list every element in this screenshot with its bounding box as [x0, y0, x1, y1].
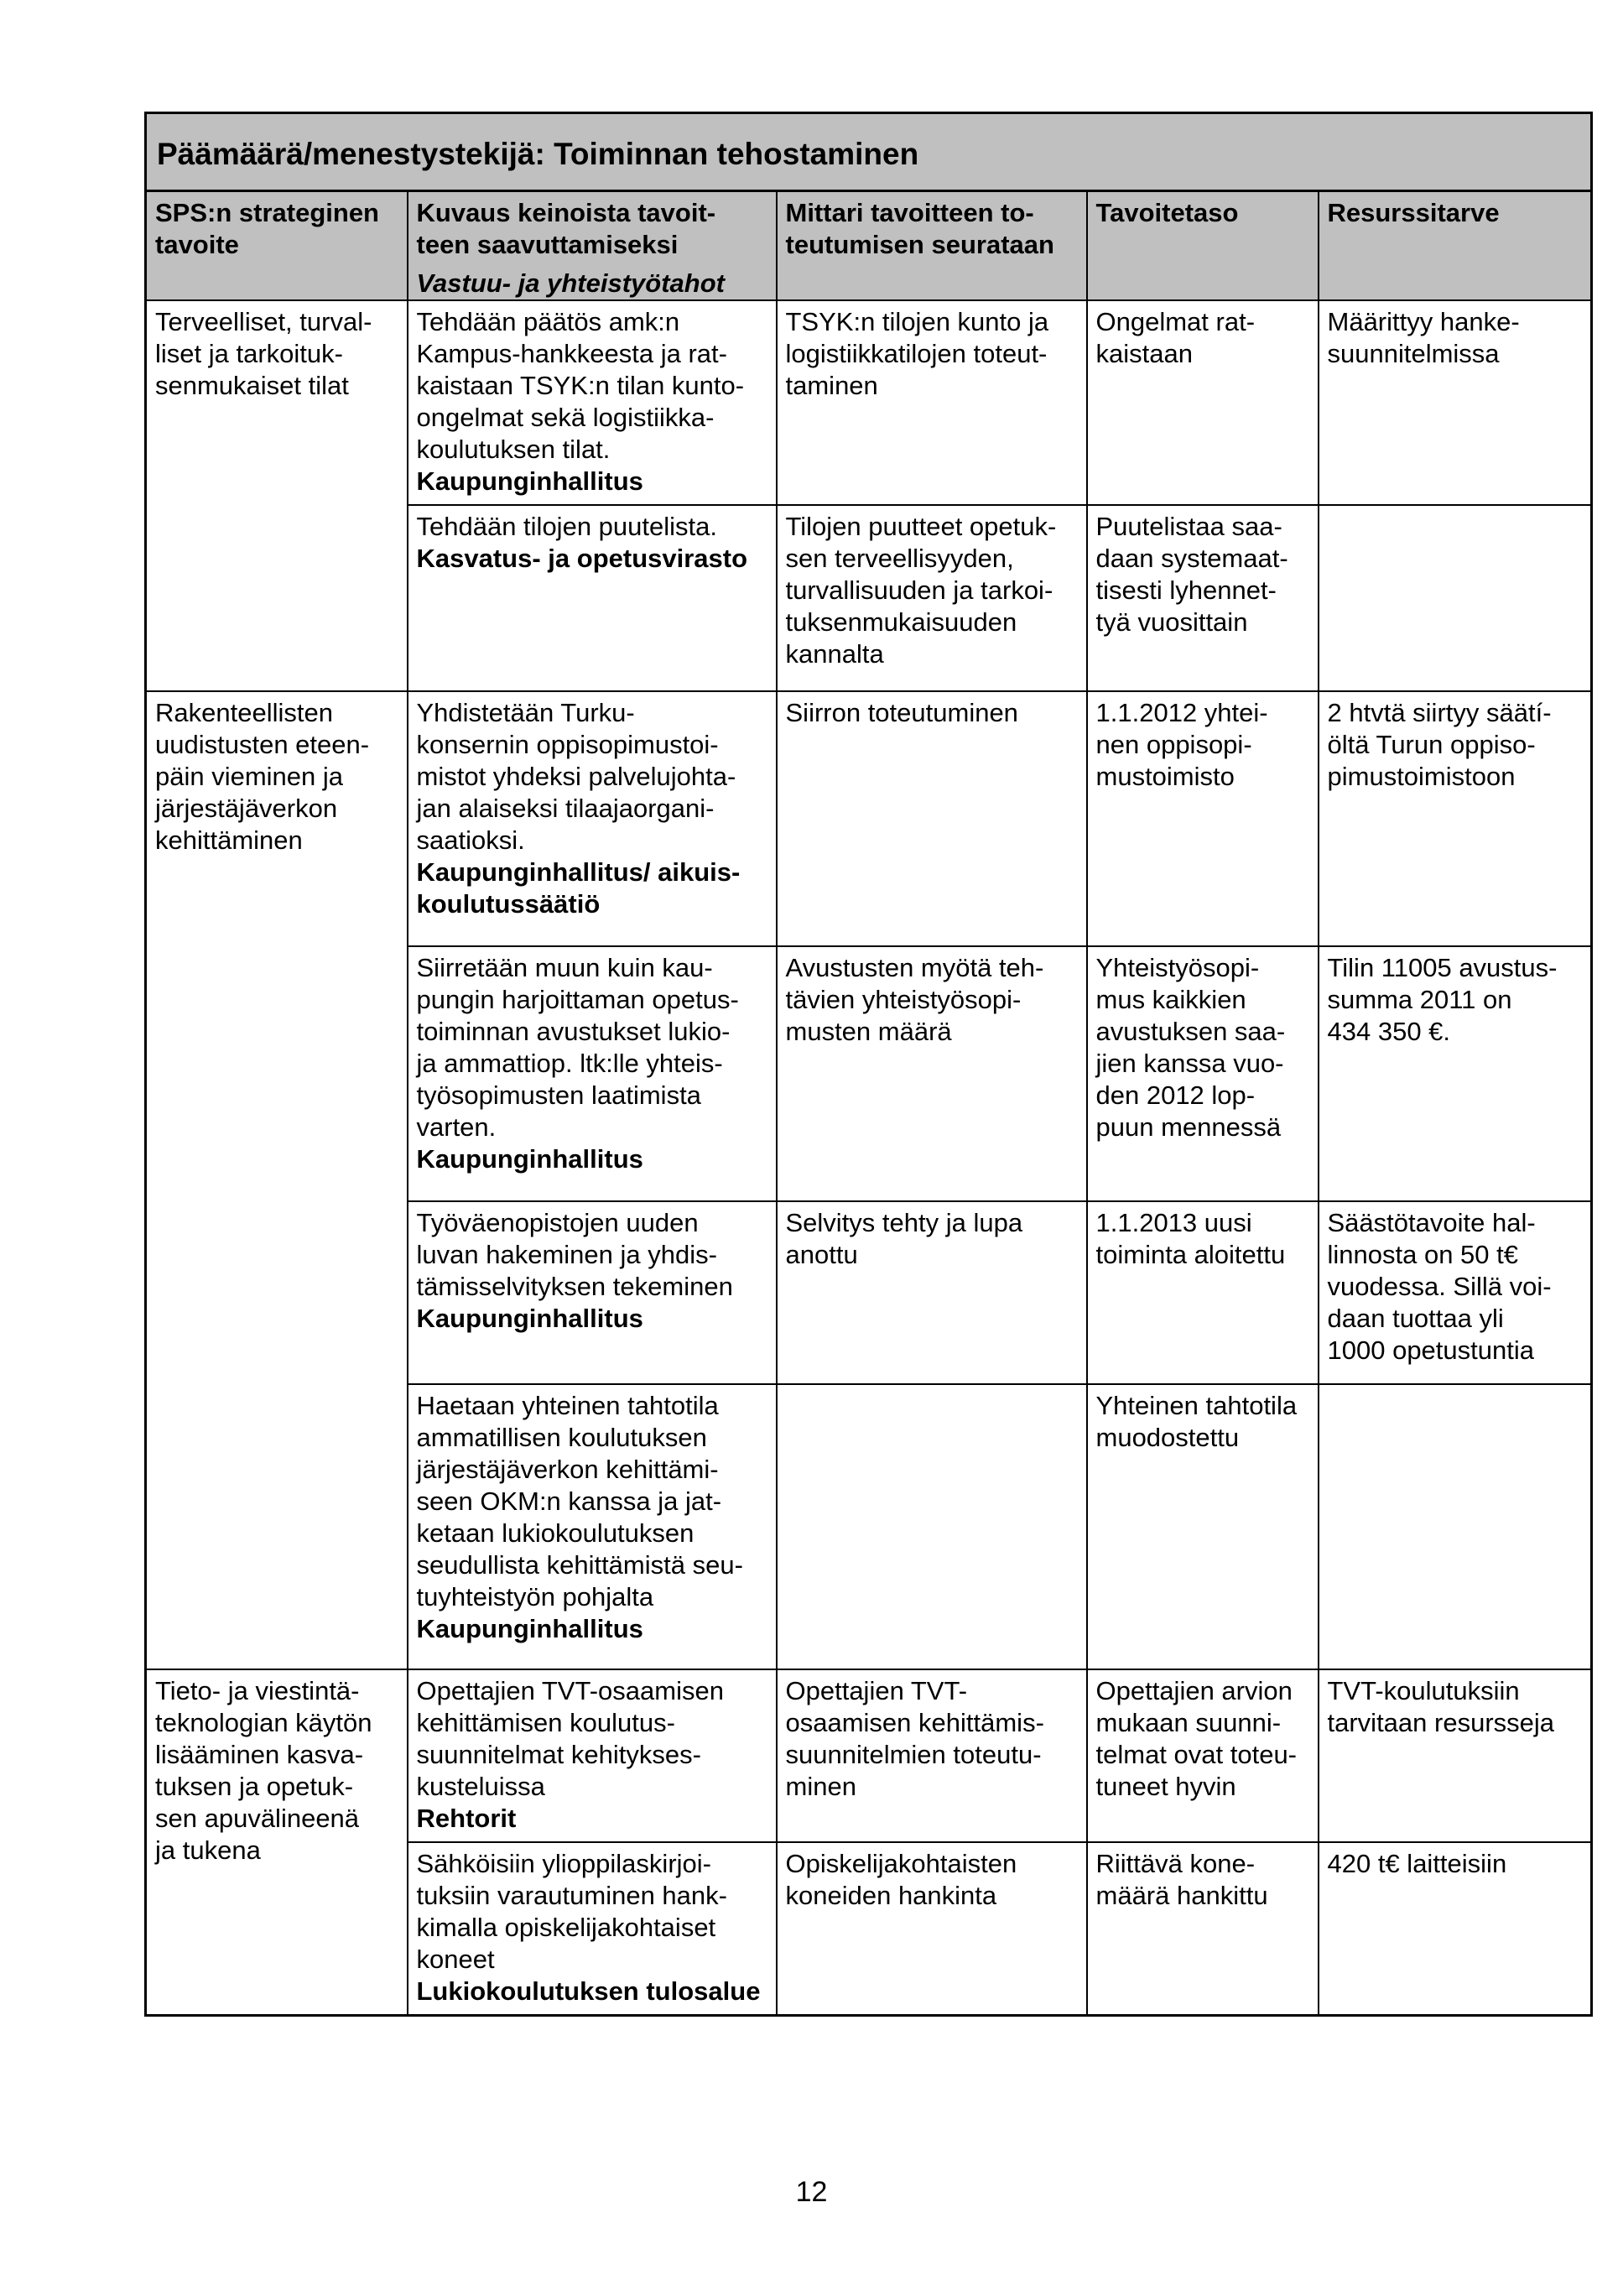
target-cell-line: mus kaikkien — [1095, 985, 1246, 1014]
target-cell-line: Ongelmat rat- — [1095, 307, 1256, 336]
responsible-party: Kaupunginhallitus — [416, 1304, 643, 1333]
metric-cell — [777, 946, 1087, 1201]
resource-cell-line: tarvitaan resursseja — [1327, 1708, 1555, 1737]
responsible-party: Kaupunginhallitus — [416, 1614, 643, 1643]
description-cell — [408, 1669, 777, 1842]
resource-cell — [1319, 300, 1592, 505]
target-cell-line: Puutelistaa saa- — [1095, 512, 1282, 541]
resource-cell-line: 420 t€ laitteisiin — [1327, 1849, 1507, 1878]
description-cell-line: Tehdään päätös amk:n — [416, 307, 680, 336]
target-cell-line: telmat ovat toteu- — [1095, 1740, 1298, 1769]
table-row — [146, 300, 1592, 505]
metric-cell-line: TSYK:n tilojen kunto ja — [785, 307, 1049, 336]
metric-cell-line: Opiskelijakohtaisten — [785, 1849, 1017, 1878]
target-cell-line: Yhteinen tahtotila — [1095, 1391, 1298, 1420]
header-responsibility: Vastuu- ja yhteistyötahot — [416, 268, 725, 298]
target-cell-line: nen oppisopi- — [1095, 730, 1252, 759]
description-cell-line: Kampus-hankkeesta ja rat- — [416, 339, 727, 368]
target-cell — [1087, 1201, 1319, 1384]
strategic-goal-cell-line: senmukaiset tilat — [155, 371, 349, 400]
metric-cell — [777, 691, 1087, 946]
description-cell-line: Työväenopistojen uuden — [416, 1208, 699, 1237]
strategic-goal-cell-line: ja tukena — [155, 1835, 261, 1865]
metric-cell-line: osaamisen kehittämis- — [785, 1708, 1044, 1737]
description-cell-line: Tehdään tilojen puutelista. — [416, 512, 717, 541]
target-cell-line: 1.1.2013 uusi — [1095, 1208, 1252, 1237]
target-cell-line: tisesti lyhennet- — [1095, 575, 1277, 605]
resource-cell-line: Määrittyy hanke- — [1327, 307, 1520, 336]
description-cell-line: seudullista kehittämistä seu- — [416, 1550, 743, 1580]
strategic-goal-cell-line: kehittäminen — [155, 825, 303, 855]
responsible-party: Rehtorit — [416, 1804, 517, 1833]
description-cell-line: pungin harjoittaman opetus- — [416, 985, 739, 1014]
description-cell-line: saatioksi. — [416, 825, 525, 855]
target-cell — [1087, 691, 1319, 946]
metric-cell-line: musten määrä — [785, 1017, 952, 1046]
resource-cell-line: Tilin 11005 avustus- — [1327, 953, 1558, 982]
description-cell-line: kusteluissa — [416, 1772, 545, 1801]
target-cell-line: Yhteistyösopi- — [1095, 953, 1260, 982]
strategy-table — [144, 112, 1593, 2017]
target-cell-line: jien kanssa vuo- — [1095, 1049, 1284, 1078]
target-cell-line: muodostettu — [1095, 1423, 1240, 1452]
target-cell-line: mustoimisto — [1095, 762, 1235, 791]
header-target-level: Tavoitetaso — [1087, 191, 1319, 301]
description-cell-line: kehittämisen koulutus- — [416, 1708, 675, 1737]
description-cell-line: järjestäjäverkon kehittämi- — [416, 1455, 719, 1484]
strategic-goal-cell-line: liset ja tarkoituk- — [155, 339, 343, 368]
metric-cell-line: Selvitys tehty ja lupa — [785, 1208, 1023, 1237]
target-cell — [1087, 300, 1319, 505]
strategic-goal-cell — [146, 1669, 408, 2016]
strategic-goal-cell-line: päin vieminen ja — [155, 762, 344, 791]
header-strategic-goal: SPS:n strateginen tavoite — [146, 191, 408, 301]
responsible-party: Kaupunginhallitus/ aikuis- koulutussäätiö — [416, 857, 741, 919]
resource-cell-line: linnosta on 50 t€ — [1327, 1240, 1519, 1269]
metric-cell — [777, 1384, 1087, 1669]
resource-cell — [1319, 1842, 1592, 2016]
target-cell — [1087, 946, 1319, 1201]
resource-cell-line: pimustoimistoon — [1327, 762, 1516, 791]
resource-cell-line: öltä Turun oppiso- — [1327, 730, 1536, 759]
strategic-goal-cell-line: Terveelliset, turval- — [155, 307, 372, 336]
target-cell — [1087, 1842, 1319, 2016]
description-cell-line: ongelmat sekä logistiikka- — [416, 403, 715, 432]
table-row — [146, 691, 1592, 946]
strategic-goal-cell — [146, 300, 408, 691]
resource-cell-line: 2 htvtä siirtyy säätí- — [1327, 698, 1552, 727]
target-cell-line: avustuksen saa- — [1095, 1017, 1286, 1046]
description-cell-line: toiminnan avustukset lukio- — [416, 1017, 731, 1046]
description-cell-line: konsernin oppisopimustoi- — [416, 730, 719, 759]
description-cell — [408, 691, 777, 946]
target-cell-line: den 2012 lop- — [1095, 1080, 1256, 1110]
metric-cell-line: sen terveellisyyden, — [785, 544, 1014, 573]
metric-cell-line: kannalta — [785, 639, 884, 669]
header-metric: Mittari tavoitteen to- teutumisen seurataan — [777, 191, 1087, 301]
resource-cell-line: summa 2011 on — [1327, 985, 1512, 1014]
header-resources: Resurssitarve — [1319, 191, 1592, 301]
description-cell-line: luvan hakeminen ja yhdis- — [416, 1240, 717, 1269]
strategic-goal-cell-line: uudistusten eteen- — [155, 730, 370, 759]
metric-cell-line: koneiden hankinta — [785, 1881, 997, 1910]
target-cell — [1087, 505, 1319, 691]
description-cell-line: koneet — [416, 1945, 495, 1974]
metric-cell-line: Tilojen puutteet opetuk- — [785, 512, 1057, 541]
resource-cell — [1319, 505, 1592, 691]
description-cell — [408, 300, 777, 505]
metric-cell-line: Opettajien TVT- — [785, 1676, 968, 1705]
target-cell-line: kaistaan — [1095, 339, 1193, 368]
strategic-goal-cell-line: teknologian käytön — [155, 1708, 372, 1737]
target-cell-line: puun mennessä — [1095, 1112, 1282, 1142]
table-title: Päämäärä/menestystekijä: Toiminnan tehostaminen — [146, 113, 1592, 191]
resource-cell-line: Säästötavoite hal- — [1327, 1208, 1536, 1237]
resource-cell — [1319, 1384, 1592, 1669]
description-cell-line: kimalla opiskelijakohtaiset — [416, 1913, 716, 1942]
table-row — [146, 1669, 1592, 1842]
description-cell-line: suunnitelmat kehitykses- — [416, 1740, 701, 1769]
description-cell-line: kaistaan TSYK:n tilan kunto- — [416, 371, 745, 400]
description-cell-line: tuksiin varautuminen hank- — [416, 1881, 727, 1910]
description-cell-line: Yhdistetään Turku- — [416, 698, 635, 727]
metric-cell-line: logistiikkatilojen toteut- — [785, 339, 1048, 368]
resource-cell — [1319, 1669, 1592, 1842]
strategic-goal-cell-line: tuksen ja opetuk- — [155, 1772, 354, 1801]
description-cell — [408, 505, 777, 691]
description-cell-line: ketaan lukiokoulutuksen — [416, 1518, 694, 1548]
description-cell — [408, 1201, 777, 1384]
metric-cell-line: Avustusten myötä teh- — [785, 953, 1044, 982]
responsible-party: Kaupunginhallitus — [416, 1144, 643, 1174]
description-cell-line: tuyhteistyön pohjalta — [416, 1582, 654, 1611]
description-cell-line: Haetaan yhteinen tahtotila — [416, 1391, 719, 1420]
metric-cell-line: minen — [785, 1772, 856, 1801]
metric-cell-line: anottu — [785, 1240, 858, 1269]
description-cell-line: jan alaiseksi tilaajaorgani- — [416, 794, 715, 823]
resource-cell-line: suunnitelmissa — [1327, 339, 1500, 368]
description-cell-line: Siirretään muun kuin kau- — [416, 953, 713, 982]
target-cell-line: tyä vuosittain — [1095, 607, 1248, 637]
responsible-party: Lukiokoulutuksen tulosalue — [416, 1976, 761, 2006]
metric-cell — [777, 505, 1087, 691]
metric-cell — [777, 1842, 1087, 2016]
metric-cell-line: turvallisuuden ja tarkoi- — [785, 575, 1053, 605]
description-cell-line: varten. — [416, 1112, 497, 1142]
metric-cell-line: tuksenmukaisuuden — [785, 607, 1017, 637]
resource-cell — [1319, 946, 1592, 1201]
strategic-goal-cell-line: järjestäjäverkon — [155, 794, 338, 823]
metric-cell-line: taminen — [785, 371, 878, 400]
page-number: 12 — [795, 2176, 828, 2208]
resource-cell-line: 434 350 €. — [1327, 1017, 1451, 1046]
description-cell-line: Sähköisiin ylioppilaskirjoi- — [416, 1849, 711, 1878]
description-cell-line: mistot yhdeksi palvelujohta- — [416, 762, 736, 791]
resource-cell-line: TVT-koulutuksiin — [1327, 1676, 1520, 1705]
description-cell-line: ammatillisen koulutuksen — [416, 1423, 707, 1452]
target-cell-line: Opettajien arvion — [1095, 1676, 1293, 1705]
metric-cell — [777, 1669, 1087, 1842]
target-cell-line: Riittävä kone- — [1095, 1849, 1256, 1878]
metric-cell-line: tävien yhteistyösopi- — [785, 985, 1022, 1014]
target-cell-line: toiminta aloitettu — [1095, 1240, 1286, 1269]
document-page — [144, 112, 1590, 2017]
description-cell — [408, 946, 777, 1201]
metric-cell — [777, 300, 1087, 505]
description-cell-line: koulutuksen tilat. — [416, 435, 611, 464]
target-cell-line: määrä hankittu — [1095, 1881, 1268, 1910]
target-cell-line: 1.1.2012 yhtei- — [1095, 698, 1268, 727]
strategic-goal-cell-line: Rakenteellisten — [155, 698, 333, 727]
target-cell — [1087, 1384, 1319, 1669]
header-description: Kuvaus keinoista tavoit- teen saavuttamiseksi Vastuu- ja yhteistyötahot — [408, 191, 777, 301]
description-cell-line: ja ammattiop. ltk:lle yhteis- — [416, 1049, 723, 1078]
responsible-party: Kasvatus- ja opetusvirasto — [416, 544, 748, 573]
strategic-goal-cell-line: sen apuvälineenä — [155, 1804, 360, 1833]
metric-cell-line: suunnitelmien toteutu- — [785, 1740, 1042, 1769]
resource-cell — [1319, 691, 1592, 946]
resource-cell-line: vuodessa. Sillä voi- — [1327, 1272, 1552, 1301]
description-cell — [408, 1842, 777, 2016]
target-cell-line: mukaan suunni- — [1095, 1708, 1282, 1737]
target-cell — [1087, 1669, 1319, 1842]
strategic-goal-cell — [146, 691, 408, 1669]
target-cell-line: tuneet hyvin — [1095, 1772, 1236, 1801]
resource-cell — [1319, 1201, 1592, 1384]
metric-cell — [777, 1201, 1087, 1384]
resource-cell-line: daan tuottaa yli — [1327, 1304, 1504, 1333]
strategic-goal-cell-line: Tieto- ja viestintä- — [155, 1676, 360, 1705]
description-cell-line: seen OKM:n kanssa ja jat- — [416, 1486, 722, 1516]
metric-cell-line: Siirron toteutuminen — [785, 698, 1018, 727]
resource-cell-line: 1000 opetustuntia — [1327, 1335, 1534, 1365]
description-cell — [408, 1384, 777, 1669]
strategic-goal-cell-line: lisääminen kasva- — [155, 1740, 364, 1769]
responsible-party: Kaupunginhallitus — [416, 466, 643, 496]
target-cell-line: daan systemaat- — [1095, 544, 1288, 573]
description-cell-line: tämisselvityksen tekeminen — [416, 1272, 733, 1301]
description-cell-line: työsopimusten laatimista — [416, 1080, 701, 1110]
description-cell-line: Opettajien TVT-osaamisen — [416, 1676, 724, 1705]
